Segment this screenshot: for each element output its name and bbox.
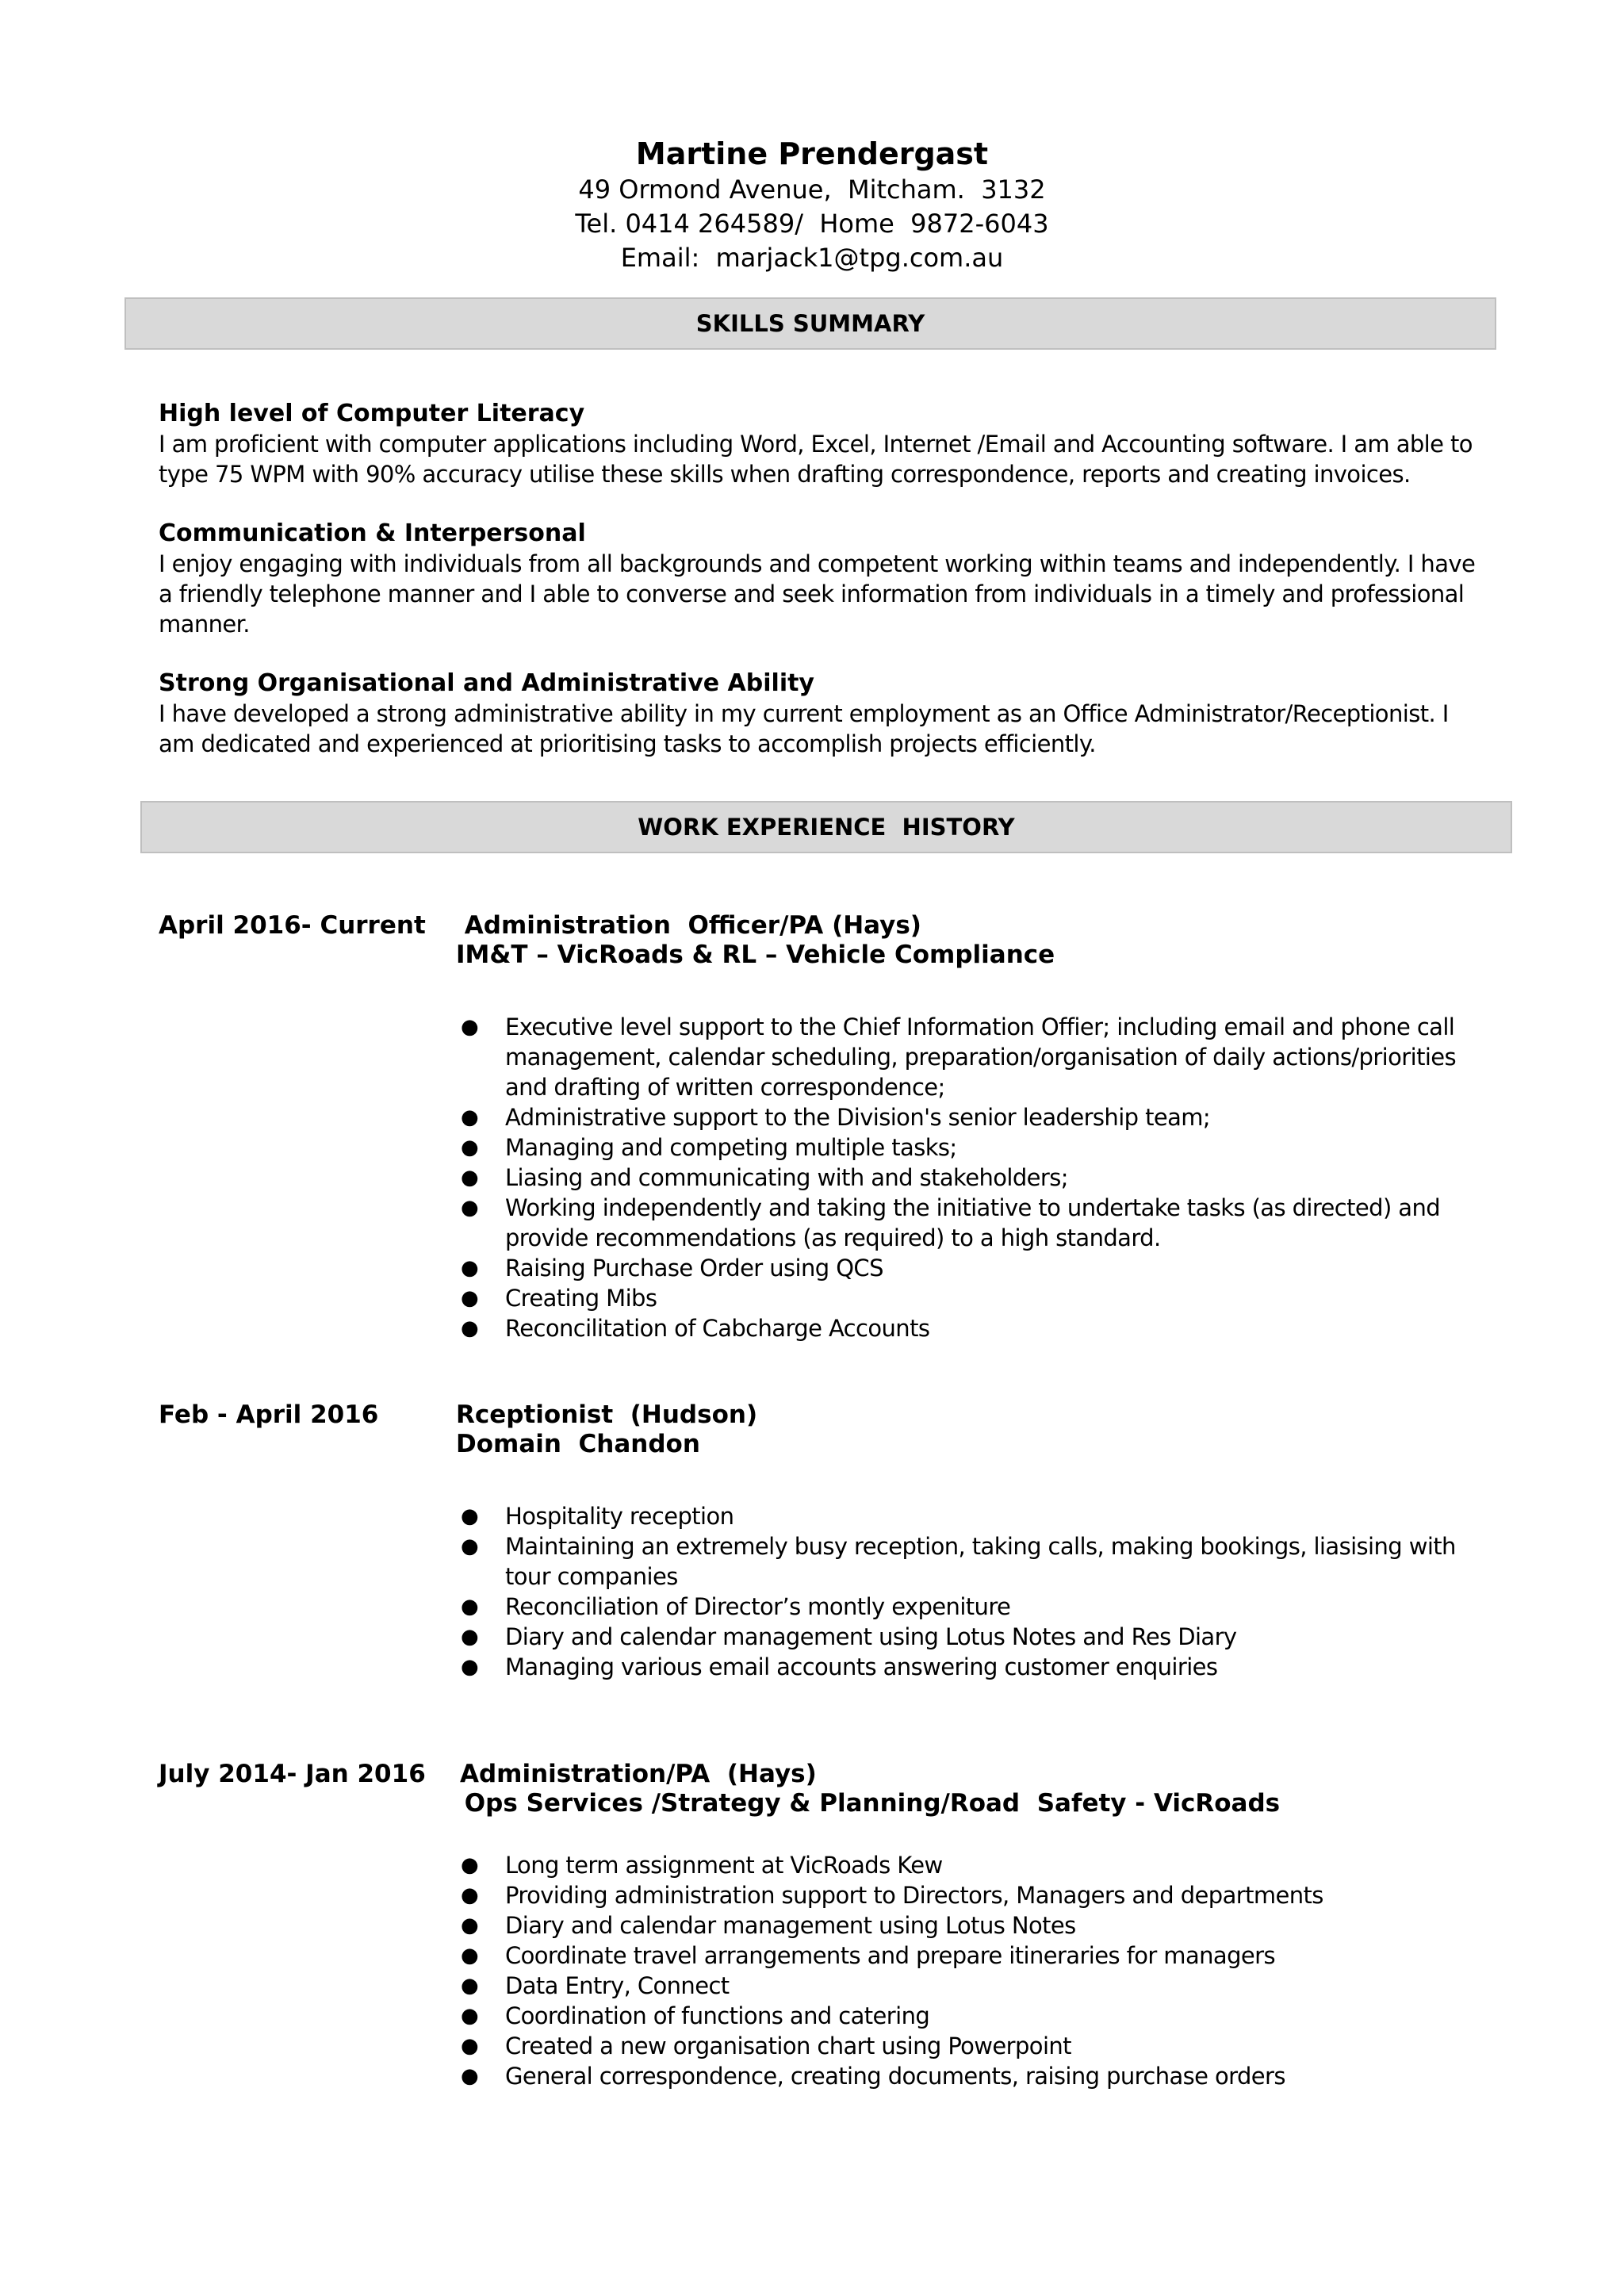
duty-text: Hospitality reception xyxy=(505,1503,734,1530)
duty-text: Managing and competing multiple tasks; xyxy=(505,1134,957,1161)
bullet-icon: ● xyxy=(460,1166,479,1190)
skill-text: I am proficient with computer applications including Word, Excel, Internet /Email and Accounting software. I am able to type 75 WPM with 90% accuracy utilise these skills when drafting correspondence, reports and creating invoices. xyxy=(159,431,1473,488)
bullet-icon: ● xyxy=(460,1944,479,1967)
duty-item xyxy=(456,1850,1503,1880)
bullet-icon: ● xyxy=(460,1595,479,1619)
duty-text: Long term assignment at VicRoads Kew xyxy=(505,1852,943,1879)
duty-item xyxy=(456,1880,1503,1910)
duty-text: Diary and calendar management using Lotus Notes xyxy=(505,1912,1076,1939)
bullet-icon: ● xyxy=(460,2004,479,2028)
duty-item xyxy=(456,1652,1503,1682)
bullet-icon: ● xyxy=(460,2034,479,2058)
bullet-icon: ● xyxy=(460,1853,479,1877)
email-line: Email: marjack1@tpg.com.au xyxy=(620,243,1004,273)
duty-item xyxy=(456,2061,1503,2091)
bullet-icon: ● xyxy=(460,1105,479,1129)
job-subtitle: Domain Chandon xyxy=(456,1430,700,1458)
bullet-icon: ● xyxy=(460,1015,479,1039)
duty-text: Reconcilitation of Cabcharge Accounts xyxy=(505,1315,930,1342)
job-duties-list xyxy=(456,1012,1503,1343)
duty-text: Administrative support to the Division's senior leadership team; xyxy=(505,1104,1211,1131)
job-title: Administration Officer/PA (Hays) xyxy=(456,911,921,940)
duty-item xyxy=(456,1012,1503,1102)
duty-item xyxy=(456,1132,1503,1163)
duty-item xyxy=(456,1531,1503,1592)
phone-line: Tel. 0414 264589/ Home 9872-6043 xyxy=(575,209,1049,239)
bullet-icon: ● xyxy=(460,1286,479,1310)
duty-text: Liasing and communicating with and stakeholders; xyxy=(505,1164,1068,1191)
duty-item xyxy=(456,1592,1503,1622)
duty-item xyxy=(456,1283,1503,1313)
skill-title: Communication & Interpersonal xyxy=(159,519,586,547)
bullet-icon: ● xyxy=(460,1316,479,1340)
duty-text: Created a new organisation chart using Powerpoint xyxy=(505,2033,1071,2059)
duty-text: General correspondence, creating documents, raising purchase orders xyxy=(505,2063,1285,2090)
duty-item xyxy=(456,1313,1503,1343)
duty-text: Working independently and taking the initiative to undertake tasks (as directed) and provide recommendations (as required) to a high standard. xyxy=(505,1194,1441,1251)
duty-item xyxy=(456,1622,1503,1652)
job-title: Administration/PA (Hays) xyxy=(460,1760,817,1788)
duty-item xyxy=(456,1163,1503,1193)
job-subtitle: IM&T – VicRoads & RL – Vehicle Compliance xyxy=(456,941,1055,969)
candidate-name: Martine Prendergast xyxy=(635,136,989,171)
job-title: Rceptionist (Hudson) xyxy=(456,1400,758,1429)
bullet-icon: ● xyxy=(460,1256,479,1280)
job-date: July 2014- Jan 2016 xyxy=(159,1760,426,1788)
address-line: 49 Ormond Avenue, Mitcham. 3132 xyxy=(578,174,1046,205)
skill-block-organisational xyxy=(159,669,1491,759)
bullet-icon: ● xyxy=(460,1196,479,1220)
skill-text: I have developed a strong administrative ability in my current employment as an Office Administrator/Receptionist. I am dedicated and experienced at prioritising tasks to accomplish projects efficiently. xyxy=(159,700,1449,757)
duty-text: Executive level support to the Chief Information Offier; including email and phone call management, calendar scheduling, preparation/organisation of daily actions/priorities and drafting of written correspondence; xyxy=(505,1013,1457,1101)
skill-block-computer-literacy xyxy=(159,399,1491,489)
duty-item xyxy=(456,1501,1503,1531)
bullet-icon: ● xyxy=(460,2064,479,2088)
skills-summary-heading: SKILLS SUMMARY xyxy=(124,297,1496,350)
bullet-icon: ● xyxy=(460,1136,479,1159)
skill-title: Strong Organisational and Administrative Ability xyxy=(159,669,814,697)
bullet-icon: ● xyxy=(460,1883,479,1907)
duty-item xyxy=(456,2031,1503,2061)
duty-text: Coordination of functions and catering xyxy=(505,2002,930,2029)
bullet-icon: ● xyxy=(460,1655,479,1679)
bullet-icon: ● xyxy=(460,1974,479,1998)
work-experience-heading: WORK EXPERIENCE HISTORY xyxy=(140,801,1512,853)
duty-item xyxy=(456,1102,1503,1132)
duty-text: Providing administration support to Directors, Managers and departments xyxy=(505,1882,1323,1909)
job-duties-list xyxy=(456,1501,1503,1682)
duty-text: Diary and calendar management using Lotus Notes and Res Diary xyxy=(505,1623,1237,1650)
bullet-icon: ● xyxy=(460,1534,479,1558)
duty-item xyxy=(456,1910,1503,1941)
duty-item xyxy=(456,1971,1503,2001)
duty-item xyxy=(456,1193,1503,1253)
duty-text: Raising Purchase Order using QCS xyxy=(505,1255,883,1282)
duty-item xyxy=(456,2001,1503,2031)
bullet-icon: ● xyxy=(460,1504,479,1528)
duty-item xyxy=(456,1941,1503,1971)
duty-text: Data Entry, Connect xyxy=(505,1972,730,1999)
resume-header xyxy=(0,135,1624,275)
skill-text: I enjoy engaging with individuals from all backgrounds and competent working within teams and independently. I have a friendly telephone manner and I able to converse and seek information from individuals in a timely and professional manner. xyxy=(159,550,1476,638)
duty-text: Coordinate travel arrangements and prepare itineraries for managers xyxy=(505,1942,1275,1969)
job-duties-list xyxy=(456,1850,1503,2091)
job-date: April 2016- Current xyxy=(159,911,426,940)
duty-text: Maintaining an extremely busy reception, taking calls, making bookings, liasising with tour companies xyxy=(505,1533,1456,1590)
duty-text: Reconciliation of Director’s montly expeniture xyxy=(505,1593,1011,1620)
job-subtitle: Ops Services /Strategy & Planning/Road Safety - VicRoads xyxy=(456,1789,1281,1818)
duty-item xyxy=(456,1253,1503,1283)
bullet-icon: ● xyxy=(460,1625,479,1649)
bullet-icon: ● xyxy=(460,1914,479,1937)
duty-text: Creating Mibs xyxy=(505,1285,657,1312)
skill-title: High level of Computer Literacy xyxy=(159,400,585,427)
duty-text: Managing various email accounts answering customer enquiries xyxy=(505,1653,1218,1680)
job-date: Feb - April 2016 xyxy=(159,1400,379,1429)
skill-block-communication xyxy=(159,519,1491,639)
